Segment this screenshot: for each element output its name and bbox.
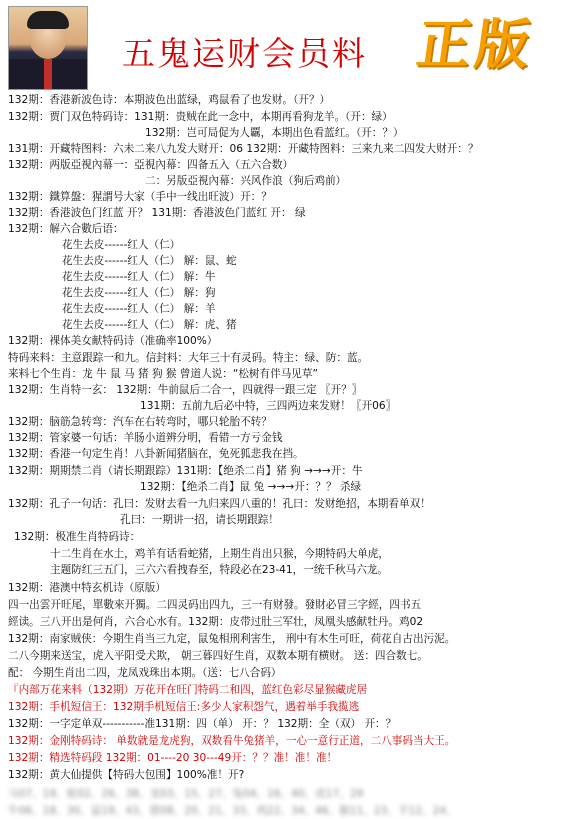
text-line: 132期：精选特码段 132期：01----20 30---49开：？？准！准！准！ — [8, 752, 338, 764]
text-line: 132期：港澳中特玄机诗（原版） — [8, 582, 166, 594]
text-line: 132期：裸体美女献特码诗（准确率100%） — [8, 335, 218, 347]
text-line: 132期：孔子一句话：孔曰：发财去看一九归来四八重的！孔曰：发财绝招，本期看单双！ — [8, 498, 431, 510]
header — [0, 0, 574, 92]
text-line: 132期：两版亞視內幕一：亞視內幕：四备五入（五六合数） — [8, 159, 294, 171]
text-line: 132期：香港一句定生肖！八卦新闻猪脑在，免死狐悲我在挡。 — [8, 448, 304, 460]
text-line: 132期：南家贼侠：今期生肖当三九定，鼠兔相刑利害生， 刑中有木生可旺，荷花自古出污泥。 — [8, 633, 456, 645]
text-line: 花生去皮------红人（仁） 解：虎、猪 — [62, 319, 237, 331]
text-line: 十二生肖在水土，鸡羊有话看蛇猪，上期生肖出只猴，今期特码大单虎， — [50, 548, 389, 560]
text-line: 132期：极准生肖特码诗： — [14, 531, 141, 543]
text-line: 132期：贾门双色特码诗：131期：贵贼在此一念中，本期再看狗龙羊。（开：绿） — [8, 111, 393, 123]
text-line: 牛06、18、30、鼠19、43、猪08、20、21、33、鸡22、34、46、猴11、23、羊12、24、 — [8, 805, 457, 817]
text-line: 132期：手机短信王：132期手机短信王:多少人家积怨气，遇着举手我揽逃 — [8, 701, 360, 713]
text-line: 特码来料：主意跟踪一和九。信封料：大年三十有灵码。特主：绿、防：蓝。 — [8, 352, 369, 364]
text-line: 花生去皮------红人（仁） 解：羊 — [62, 303, 216, 315]
text-line: 132期：黄大仙提供【特码大包围】100%准！开? — [8, 769, 245, 781]
text-line: 132期：脑筋急转弯：汽车在右转弯时，哪只轮胎不转？ — [8, 416, 272, 428]
text-line: 四一出雲开旺尾，單數來开獨。二四灵码出四九，三一有财發。發財必冒三字經，四书五 — [8, 599, 422, 611]
text-line: 132期：香港新波色诗：本期波色出蓝绿，鸡鼠看了也发财。（开？） — [8, 94, 331, 106]
text-line: 132期：生肖特一玄： 132期：牛前鼠后二合一，四就得一跟三定 〖开？〗 — [8, 384, 363, 396]
text-line: 132期：鐵算盤：猩謂号大家（手中一线出旺波）开：？ — [8, 191, 272, 203]
text-line: 孔曰：一期讲一招，请长期跟踪！ — [120, 514, 279, 526]
text-line: 二八今期来送宝，虎入平阳受犬欺， 朝三暮四好生肖，双数本期有横财。 送：四合数七。 — [8, 650, 428, 662]
text-line: 132期：【绝杀二肖】鼠 兔 →→→开：？？ 杀绿 — [140, 481, 362, 493]
text-line: 132期：期期禁二肖（请长期跟踪）131期：【绝杀二肖】猪 狗 →→→开：牛 — [8, 465, 363, 477]
text-line: 132期：金刚特码诗： 单数就是龙虎狗，双数看牛兔猪羊，一心一意行正道，二八事码当大王。 — [8, 735, 456, 747]
text-line: 马07、19、蛇02、26、38、龙03、15、27、兔04、16、40、虎17、29 — [8, 788, 364, 800]
text-line: 132期：管家婆一句话：羊肠小道辨分明，看错一方亏金钱 — [8, 432, 283, 444]
text-line: 花生去皮------红人（仁） 解：牛 — [62, 271, 216, 283]
text-line: 132期：解六合數后语： — [8, 223, 124, 235]
text-line: 二：另版亞視內幕：兴风作浪（狗后鸡前） — [145, 175, 347, 187]
authentic-stamp: 正版 — [413, 12, 539, 76]
text-line: 配： 今期生肖出二四，龙凤戏珠出本期。（送：七八合码） — [8, 667, 282, 679]
text-line: 132期：岂可局促为人覊，本期出色看蓝红。（开：？） — [145, 127, 404, 139]
text-line: 花生去皮------红人（仁） — [62, 239, 181, 251]
text-line: 花生去皮------红人（仁） 解：狗 — [62, 287, 216, 299]
text-line: 132期：香港波色门红蓝 开？ 131期：香港波色门蓝红 开： 绿 — [8, 207, 306, 219]
text-line: 經读。三八开出是何肖，六合心水有。132期：皮带过肚三军壮，凤凰头感献牡丹。鸡02 — [8, 616, 424, 628]
text-line: 131期：五前九后必中特，三四两边来发财！〖开06〗 — [140, 400, 397, 412]
text-line: 主题防红三五门，三六六看拽春至，特段必在23-41，一统千秋马六龙。 — [50, 564, 388, 576]
page-title: 五鬼运财会员料 — [122, 34, 367, 73]
tie-shape — [44, 59, 52, 89]
text-line: 131期：开藏特图料：六未二来八九发大财开：06 132期：开藏特图料：三来九来二四发大财开：？ — [8, 143, 479, 155]
text-line: 132期：一字定单双-----------准131期：四（单） 开：？ 132期：全（双） 开：？ — [8, 718, 397, 730]
text-line: 来料七个生肖：龙 牛 鼠 马 猪 狗 猴 曾道人说：“松树有伴马见草” — [8, 368, 318, 380]
text-line: 花生去皮------红人（仁） 解：鼠、蛇 — [62, 255, 237, 267]
portrait-photo — [8, 6, 88, 90]
text-line: 『内部万花来料（132期）万花开在旺门特码二和四，蓝红色彩尽显猴藏虎居 — [8, 684, 368, 696]
hair-shape — [27, 11, 69, 29]
